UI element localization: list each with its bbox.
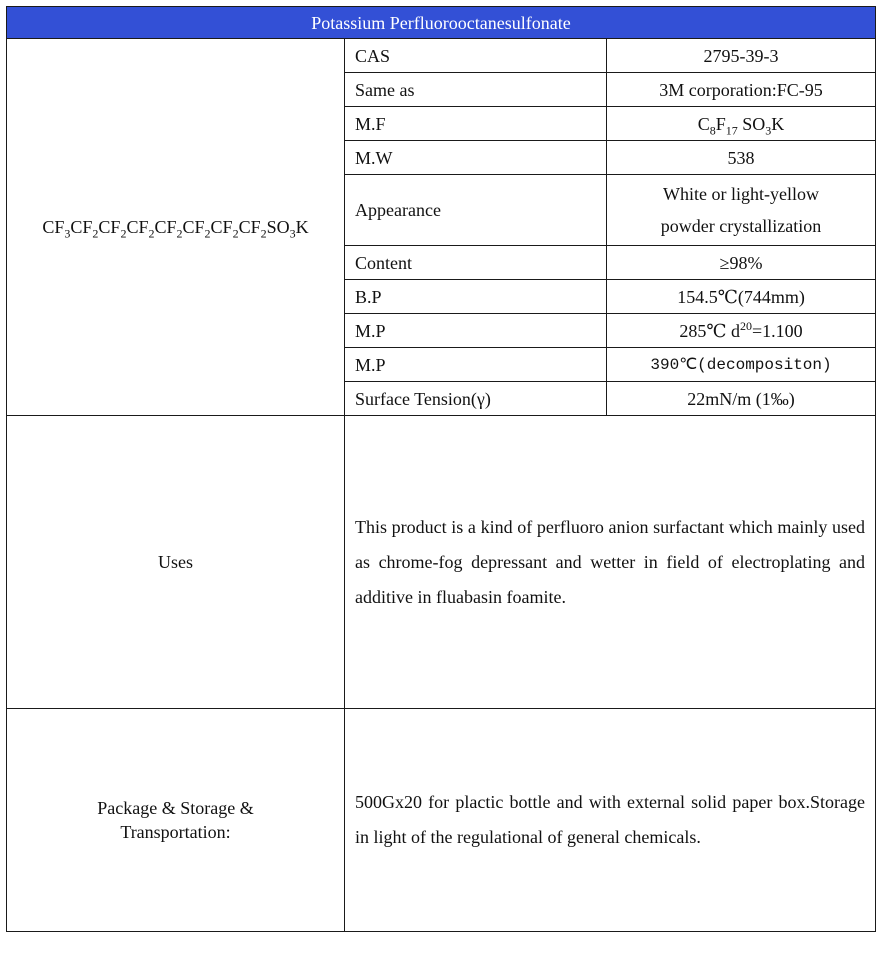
spec-table	[6, 6, 876, 932]
property-label: Same as	[345, 73, 607, 107]
property-label: M.W	[345, 141, 607, 175]
property-value: ≥98%	[607, 246, 876, 280]
product-title: Potassium Perfluorooctanesulfonate	[7, 7, 876, 39]
property-value: 2795-39-3	[607, 39, 876, 73]
property-value: 22mN/m (1‰)	[607, 382, 876, 416]
package-text: 500Gx20 for plactic bottle and with external solid paper box.Storage in light of the regulational of general chemicals.	[345, 709, 876, 932]
uses-row	[7, 416, 876, 709]
property-label: B.P	[345, 280, 607, 314]
appearance-value	[607, 175, 876, 246]
property-label: CAS	[345, 39, 607, 73]
property-row-cas	[7, 39, 876, 73]
property-value: 154.5℃(744mm)	[607, 280, 876, 314]
package-row	[7, 709, 876, 932]
molecular-formula-value: $C_8F_{17}$ $SO_3K$	[607, 107, 876, 141]
property-label: M.P	[345, 348, 607, 382]
structural-formula: $CF_3CF_2CF_2CF_2CF_2CF_2CF_2CF_2SO_3K$	[7, 39, 345, 416]
melting-point-density-value: 285℃ $d^{20}=1.100$	[607, 314, 876, 348]
uses-label: Uses	[7, 416, 345, 709]
package-label: Package & Storage & Transportation:	[7, 709, 345, 932]
title-row	[7, 7, 876, 39]
property-value: 538	[607, 141, 876, 175]
appearance-line: powder crystallization	[660, 216, 822, 236]
appearance-line: White or light-yellow	[663, 184, 819, 204]
uses-text: This product is a kind of perfluoro anion surfactant which mainly used as chrome-fog depressant and wetter in field of electroplating and additive in fluabasin foamite.	[345, 416, 876, 709]
property-label: Content	[345, 246, 607, 280]
property-value: 390℃(decompositon)	[607, 348, 876, 382]
product-spec-sheet	[6, 6, 875, 932]
property-label: Appearance	[345, 175, 607, 246]
property-label: Surface Tension(γ)	[345, 382, 607, 416]
property-label: M.F	[345, 107, 607, 141]
property-value: 3M corporation:FC-95	[607, 73, 876, 107]
property-label: M.P	[345, 314, 607, 348]
